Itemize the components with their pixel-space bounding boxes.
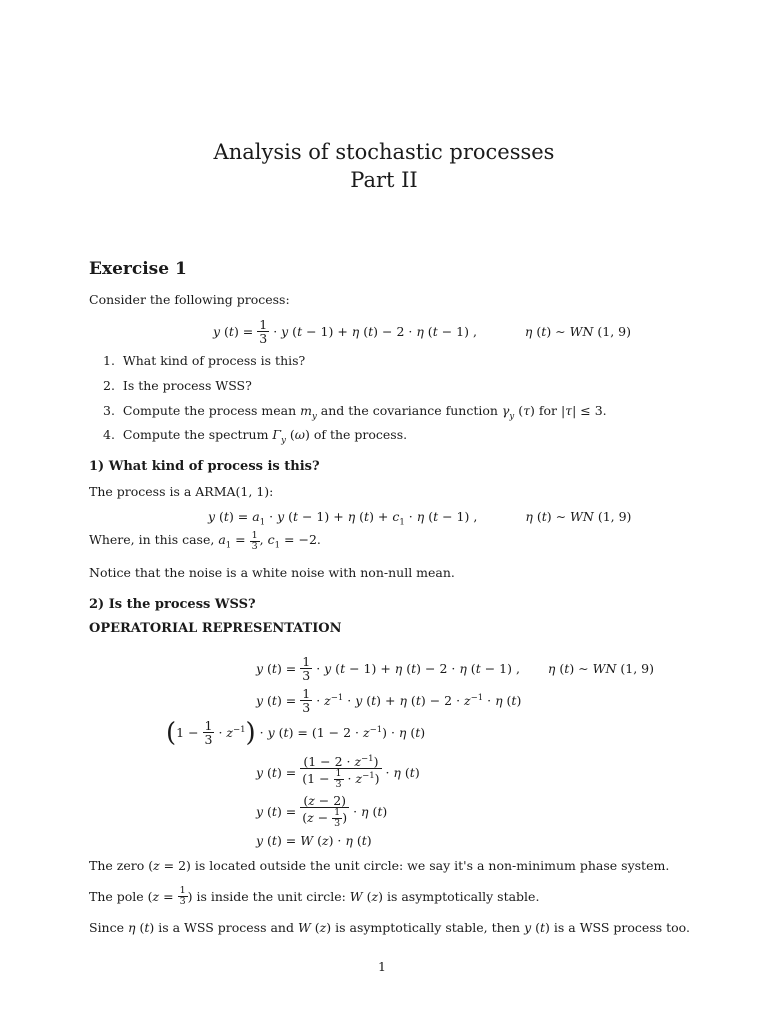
question-item-4: 4. Compute the spectrum $\Gamma_y$ (ω) of the process. [103, 427, 408, 446]
section2-heading: 2) Is the process WSS? [89, 597, 256, 612]
coefficients-text: Where, in this case, $a_1$ = $\frac{1}{3}$ , $c_1 = -2$. [89, 530, 321, 552]
section1-heading: 1) What kind of process is this? [89, 459, 320, 474]
arma-equation: y $(t) = a_1 \cdot y$ (t − 1) + η $(t) + c_1 \cdot \eta$ (t − 1) , η (t) ∼ WN (1, 9) [208, 509, 632, 528]
page-number: 1 [378, 959, 386, 974]
op-equation-6: y (t) = W (z) · η (t) [256, 833, 372, 848]
exercise-intro: Consider the following process: [89, 292, 290, 307]
question-item-2: 2. Is the process WSS? [103, 378, 252, 393]
op-equation-3: ( 1 − $\frac{1}{3}$ · $z^{-1}$ ) · y $(t) = (1 - 2 \cdot z^{-1}) \cdot \eta$ (t) [166, 717, 426, 748]
paper-title-line1: Analysis of stochastic processes [213, 140, 555, 164]
noise-note: Notice that the noise is a white noise with non-null mean. [89, 565, 455, 580]
main-equation: y (t) = $\frac{1}{3}$ · y (t − 1) + η (t) − 2 · η (t − 1) , η (t) ∼ WN (1, 9) [213, 317, 632, 347]
zero-statement: The zero (z = 2) is located outside the unit circle: we say it's a non-minimum phase system. [89, 858, 670, 873]
question-item-3: 3. Compute the process mean $m_y$ and the covariance function $\gamma_y$ (τ) for |τ| ≤ 3. [103, 403, 607, 422]
wss-conclusion: Since η (t) is a WSS process and W (z) is asymptotically stable, then y (t) is a WSS process too. [89, 920, 690, 935]
exercise-heading: Exercise 1 [89, 259, 187, 279]
op-equation-2: y (t) = $\frac{1}{3}$ · $z^{-1} \cdot y$ (t) + η $(t) - 2 \cdot z^{-1} \cdot \eta$ (t) [256, 686, 522, 716]
section1-text: The process is a ARMA(1, 1): [89, 484, 274, 499]
pole-statement: The pole (z = $\frac{1}{3}$ ) is inside the unit circle: W (z) is asymptotically stable. [89, 885, 540, 907]
paper-title-line2: Part II [350, 168, 418, 192]
op-equation-5: y (t) = (z − 2) (z − $\frac{1}{3}$ ) · η (t) [256, 793, 388, 830]
op-equation-4: y (t) = $(1 - 2 \cdot z^{-1})$ (1 − $\frac{1}{3}$ · $z^{-1}$) · η (t) [256, 754, 420, 791]
op-equation-1: y (t) = $\frac{1}{3}$ · y (t − 1) + η (t) − 2 · η (t − 1) , η (t) ∼ WN (1, 9) [256, 654, 655, 684]
question-item-1: 1. What kind of process is this? [103, 353, 306, 368]
operatorial-heading: OPERATORIAL REPRESENTATION [89, 621, 342, 636]
